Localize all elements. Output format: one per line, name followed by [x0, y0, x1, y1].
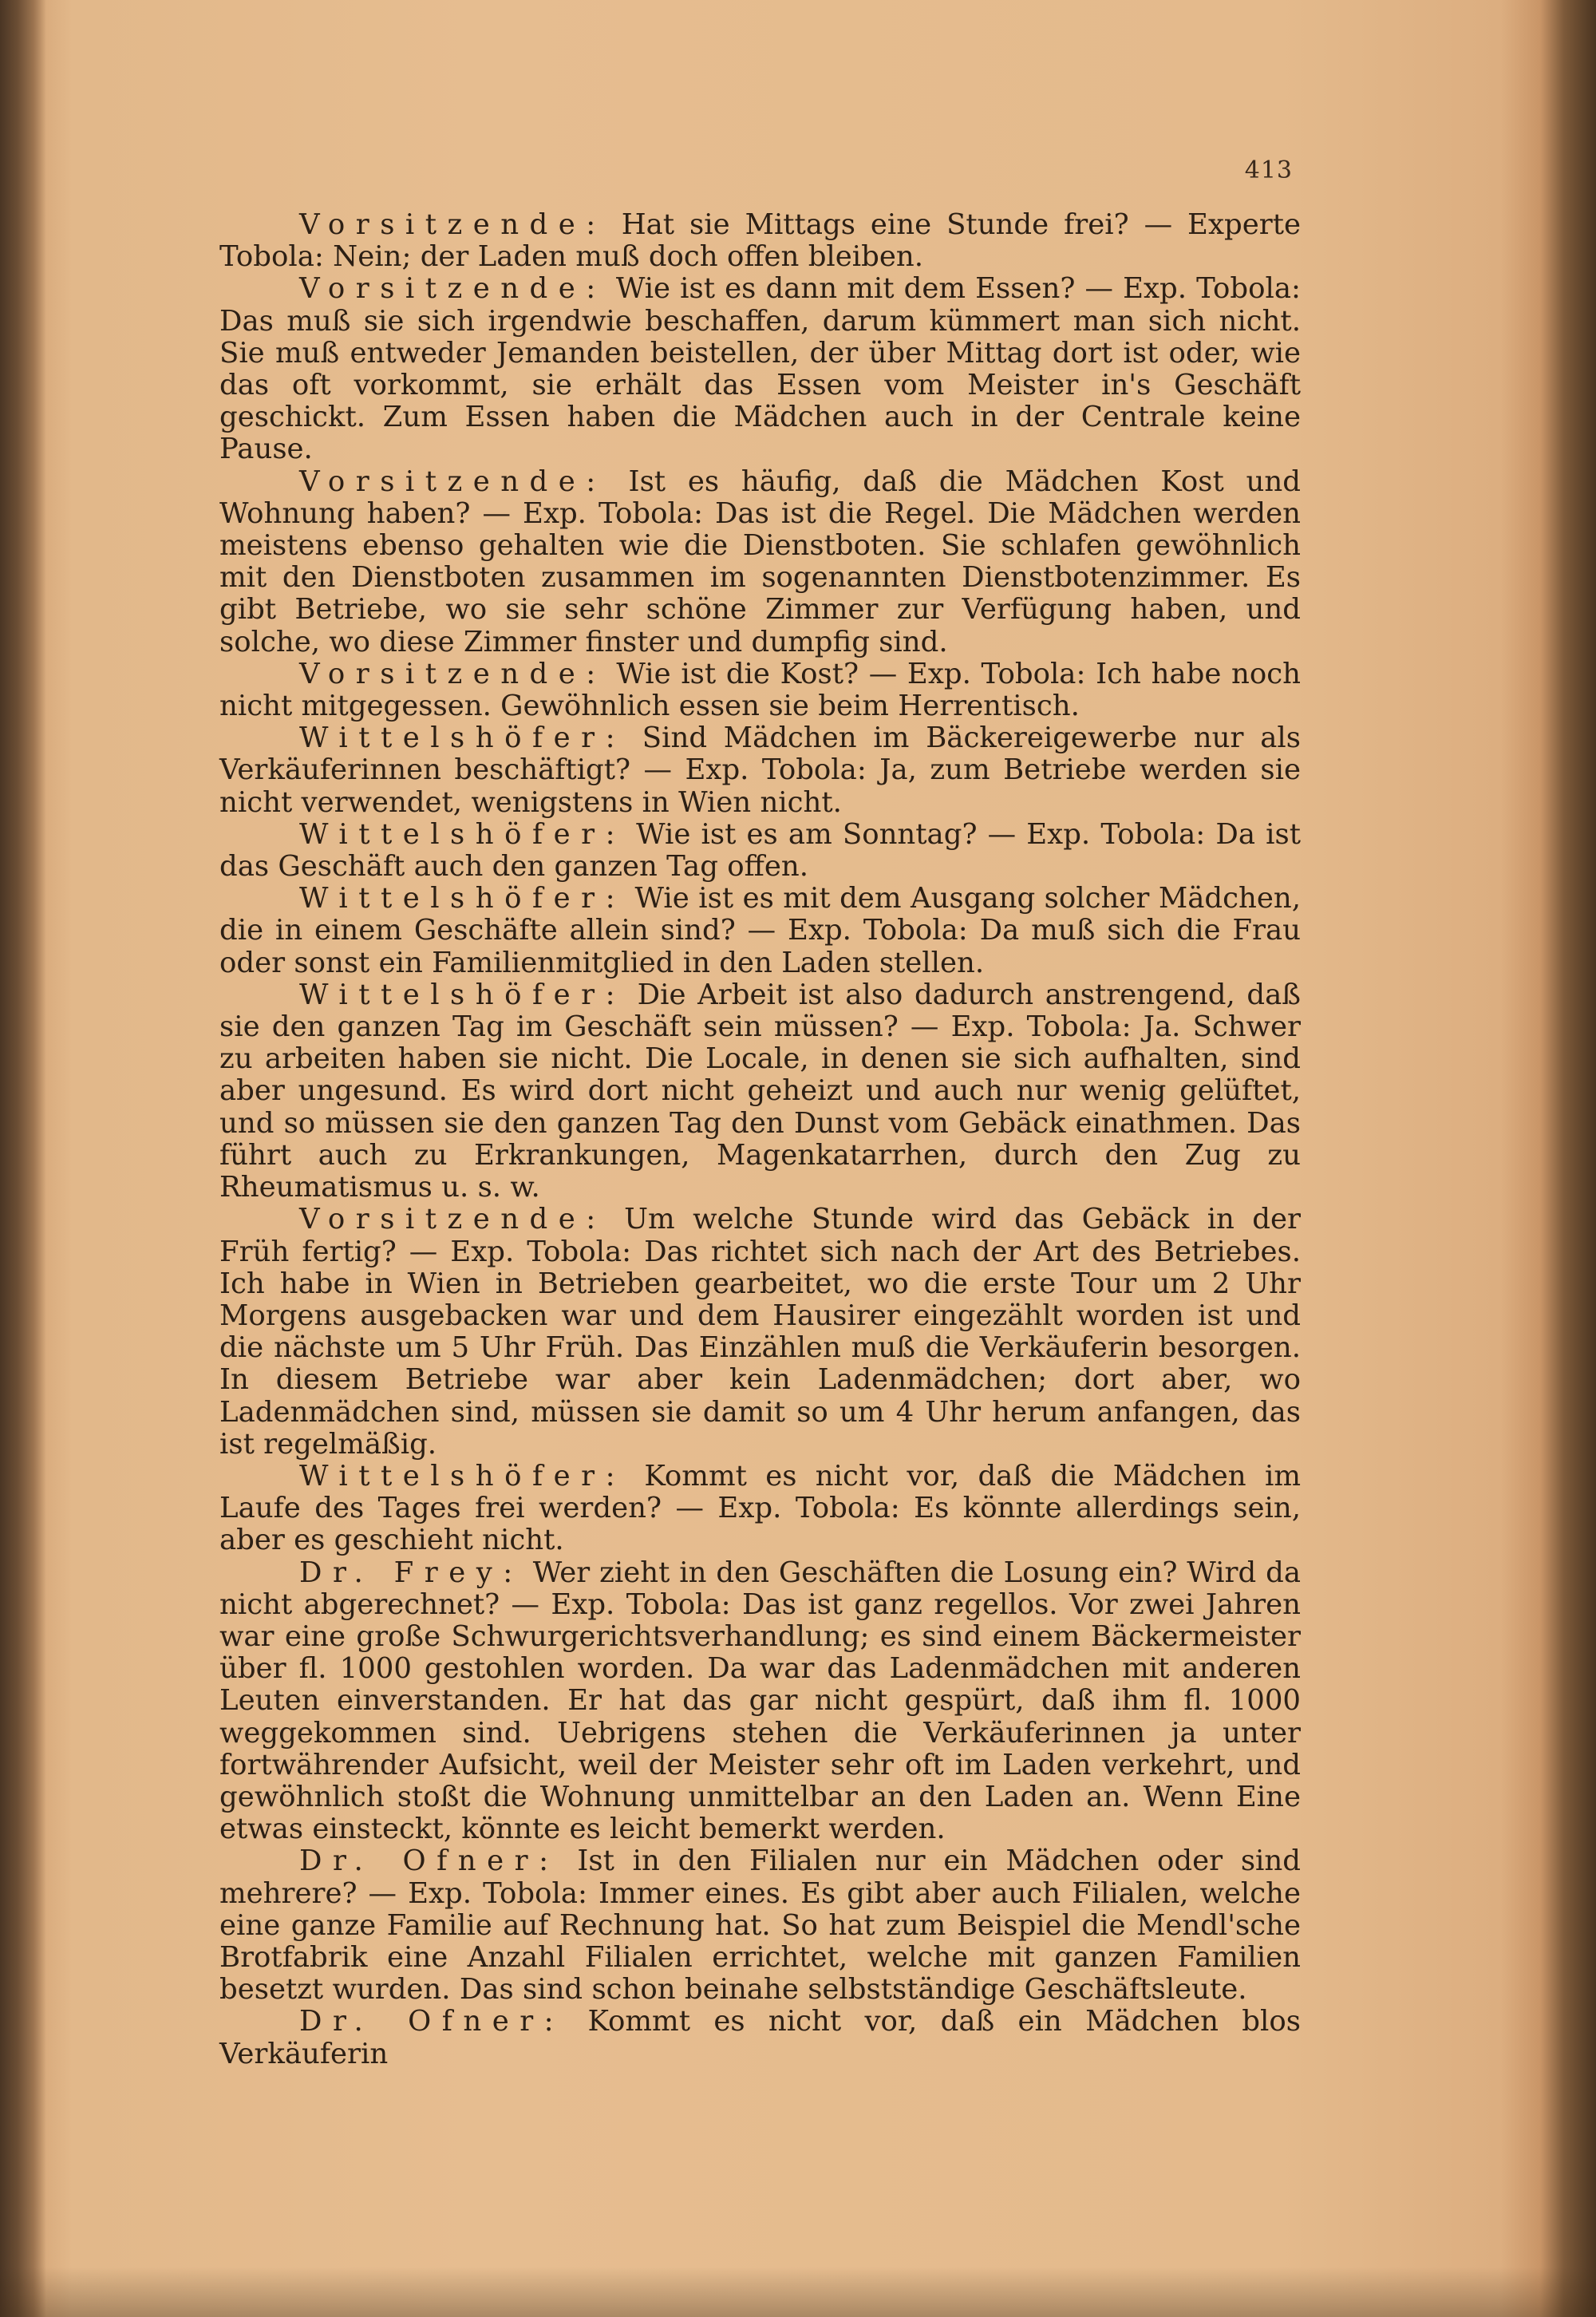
paragraph-text: Ist in den Filialen nur ein Mädchen oder sind mehrere? — Exp. Tobola: Immer eines. Es gibt aber auch Filialen, welche eine ganze Familie auf Rechnung hat. So hat zum Beispiel die Mendl'sche Brotfabrik eine Anzahl Filialen errichtet, welche mit ganzen Familien besetzt wurden. Das sind schon beinahe selbstständige Geschäftsleute.	[219, 1845, 1301, 2007]
speaker: Dr. Frey:	[299, 1556, 523, 1589]
paragraph-text: Wie ist es am Sonntag? — Exp. Tobola: Da ist das Geschäft auch den ganzen Tag offen.	[219, 817, 1301, 884]
speaker: Wittelshöfer:	[299, 978, 626, 1011]
paragraph	[219, 722, 1301, 819]
speaker: Wittelshöfer:	[299, 722, 626, 755]
paragraph	[219, 819, 1301, 883]
paragraph-text: Kommt es nicht vor, daß ein Mädchen blos Verkäuferin	[219, 2005, 1301, 2070]
paragraph-text: Die Arbeit ist also dadurch anstrengend, daß sie den ganzen Tag im Geschäft sein müssen? — Exp. Tobola: Ja. Schwer zu arbeiten haben sie nicht. Die Locale, in denen sie sich aufhalten, sind aber ungesund. Es wird dort nicht geheizt und auch nur wenig gelüftet, und so müssen sie den ganzen Tag den Dunst vom Gebäck einathmen. Das führt auch zu Erkrankungen, Magenkatarrhen, durch den Zug zu Rheumatismus u. s. w.	[219, 978, 1301, 1204]
speaker: Vorsitzende:	[299, 1203, 606, 1236]
speaker: Wittelshöfer:	[299, 817, 626, 851]
page-number: 413	[1244, 156, 1293, 184]
paragraph-text: Hat sie Mittags eine Stunde frei? — Experte Tobola: Nein; der Laden muß doch offen bleiben.	[219, 208, 1301, 274]
paragraph	[219, 1557, 1301, 1846]
paragraph	[219, 2006, 1301, 2070]
paragraph-text: Wie ist es dann mit dem Essen? — Exp. Tobola: Das muß sie sich irgendwie beschaffen, darum kümmert man sich nicht. Sie muß entweder Jemanden beistellen, der über Mittag dort ist oder, wie das oft vorkommt, sie erhält das Essen vom Meister in's Geschäft geschickt. Zum Essen haben die Mädchen auch in der Centrale keine Pause.	[219, 272, 1302, 466]
speaker: Vorsitzende:	[299, 208, 606, 241]
paragraph	[219, 883, 1301, 979]
paragraph	[219, 466, 1301, 658]
paragraph	[219, 273, 1301, 465]
book-spine-shadow	[0, 0, 46, 2317]
speaker: Dr. Ofner:	[299, 1845, 559, 1878]
paragraph	[219, 658, 1301, 722]
paragraph	[219, 1845, 1301, 2006]
speaker: Wittelshöfer:	[299, 882, 626, 915]
paragraph-text: Kommt es nicht vor, daß die Mädchen im Laufe des Tages frei werden? — Exp. Tobola: Es könnte allerdings sein, aber es geschieht nicht.	[219, 1459, 1301, 1557]
paragraph-text: Um welche Stunde wird das Gebäck in der Früh fertig? — Exp. Tobola: Das richtet sich nach der Art des Betriebes. Ich habe in Wien in Betrieben gearbeitet, wo die erste Tour um 2 Uhr Morgens ausgebacken war und dem Hausirer eingezählt worden ist und die nächste um 5 Uhr Früh. Das Einzählen muß die Verkäuferin besorgen. In diesem Betriebe war aber kein Ladenmädchen; dort aber, wo Ladenmädchen sind, müssen sie damit so um 4 Uhr herum anfangen, das ist regelmäßig.	[219, 1203, 1301, 1461]
paragraph-text: Wer zieht in den Geschäften die Losung ein? Wird da nicht abgerechnet? — Exp. Tobola: Das ist ganz regellos. Vor zwei Jahren war eine große Schwurgerichtsverhandlung; es sind einem Bäckermeister über fl. 1000 gestohlen worden. Da war das Ladenmädchen mit anderen Leuten einverstanden. Er hat das gar nicht gespürt, daß ihm fl. 1000 weggekommen sind. Uebrigens stehen die Verkäuferinnen ja unter fortwährender Aufsicht, weil der Meister sehr oft im Laden verkehrt, und gewöhnlich stoßt die Wohnung unmittelbar an den Laden an. Wenn Eine etwas einsteckt, könnte es leicht bemerkt werden.	[219, 1556, 1301, 1846]
paragraph	[219, 1461, 1301, 1557]
paragraph-text: Wie ist die Kost? — Exp. Tobola: Ich habe noch nicht mitgegessen. Gewöhnlich essen sie beim Herrentisch.	[219, 657, 1301, 723]
body-text	[219, 209, 1301, 2070]
page-bottom-shadow	[0, 2267, 1596, 2317]
speaker: Dr. Ofner:	[299, 2005, 565, 2038]
paragraph	[219, 209, 1301, 273]
paragraph	[219, 1204, 1301, 1461]
paragraph	[219, 979, 1301, 1204]
speaker: Vorsitzende:	[299, 657, 606, 690]
speaker: Wittelshöfer:	[299, 1459, 626, 1493]
paragraph-text: Wie ist es mit dem Ausgang solcher Mädchen, die in einem Geschäfte allein sind? — Exp. Tobola: Da muß sich die Frau oder sonst ein Familienmitglied in den Laden stellen.	[219, 882, 1301, 979]
paragraph-text: Sind Mädchen im Bäckereigewerbe nur als Verkäuferinnen beschäftigt? — Exp. Tobola: Ja, zum Betriebe werden sie nicht verwendet, wenigstens in Wien nicht.	[219, 722, 1301, 819]
speaker: Vorsitzende:	[299, 272, 606, 306]
speaker: Vorsitzende:	[299, 465, 606, 498]
paragraph-text: Ist es häufig, daß die Mädchen Kost und Wohnung haben? — Exp. Tobola: Das ist die Regel. Die Mädchen werden meistens ebenso gehalten wie die Dienstboten. Sie schlafen gewöhnlich mit den Dienstboten zusammen im sogenannten Dienstbotenzimmer. Es gibt Betriebe, wo sie sehr schöne Zimmer zur Verfügung haben, und solche, wo diese Zimmer finster und dumpfig sind.	[219, 465, 1301, 658]
